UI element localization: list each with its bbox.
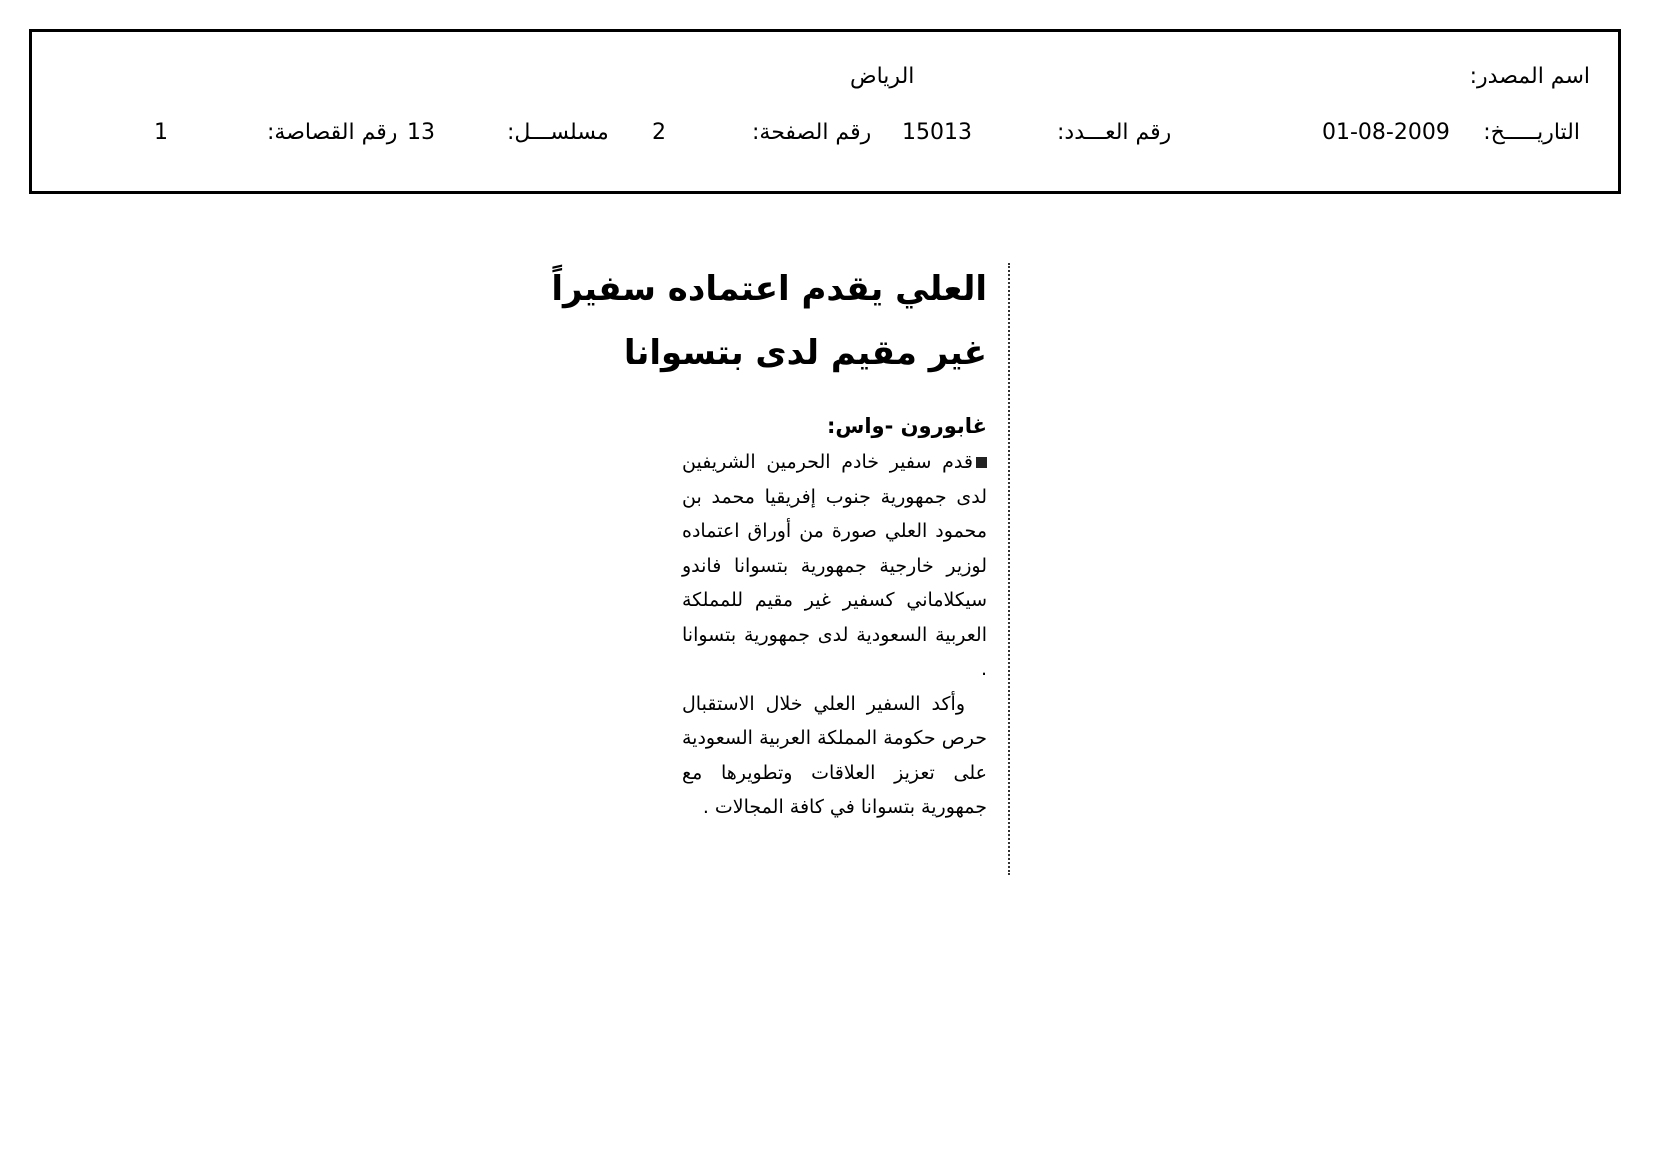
serial-label: مسلســـل: bbox=[507, 120, 609, 145]
clipping-header bbox=[29, 29, 1621, 194]
dateline: غابورون -واس: bbox=[826, 414, 987, 438]
paragraph-1-text: قدم سفير خادم الحرمين الشريفين لدى جمهورية جنوب إفريقيا محمد بن محمود العلي صورة من أوراق اعتماده لوزير خارجية جمهورية بتسوانا فاندو سيكلاماني كسفير غير مقيم للمملكة العربية السعودية لدى جمهورية بتسوانا . bbox=[682, 451, 987, 680]
page-label: رقم الصفحة: bbox=[752, 120, 872, 145]
clip-value: 1 bbox=[154, 120, 168, 145]
paragraph-2-text: وأكد السفير العلي خلال الاستقبال حرص حكومة المملكة العربية السعودية على تعزيز العلاقات وتطويرها مع جمهورية بتسوانا في كافة المجالات . bbox=[682, 692, 987, 818]
headline-line-1: العلي يقدم اعتماده سفيراً bbox=[551, 269, 987, 309]
date-label: التاريـــــخ: bbox=[1483, 120, 1580, 145]
issue-value: 15013 bbox=[902, 120, 972, 145]
column-rule bbox=[1008, 263, 1010, 875]
article-body bbox=[682, 445, 987, 825]
clip-label: رقم القصاصة: bbox=[267, 120, 398, 145]
serial-value: 13 bbox=[407, 120, 435, 145]
square-bullet-icon bbox=[976, 457, 987, 468]
page-value: 2 bbox=[652, 120, 666, 145]
paragraph-2 bbox=[682, 687, 987, 825]
issue-label: رقم العـــدد: bbox=[1057, 120, 1172, 145]
paragraph-1 bbox=[682, 445, 987, 687]
source-label: اسم المصدر: bbox=[1469, 64, 1590, 89]
headline-line-2: غير مقيم لدى بتسوانا bbox=[623, 333, 987, 373]
news-clipping bbox=[551, 255, 1015, 875]
date-value: 01-08-2009 bbox=[1322, 120, 1450, 145]
source-value: الرياض bbox=[850, 64, 915, 89]
